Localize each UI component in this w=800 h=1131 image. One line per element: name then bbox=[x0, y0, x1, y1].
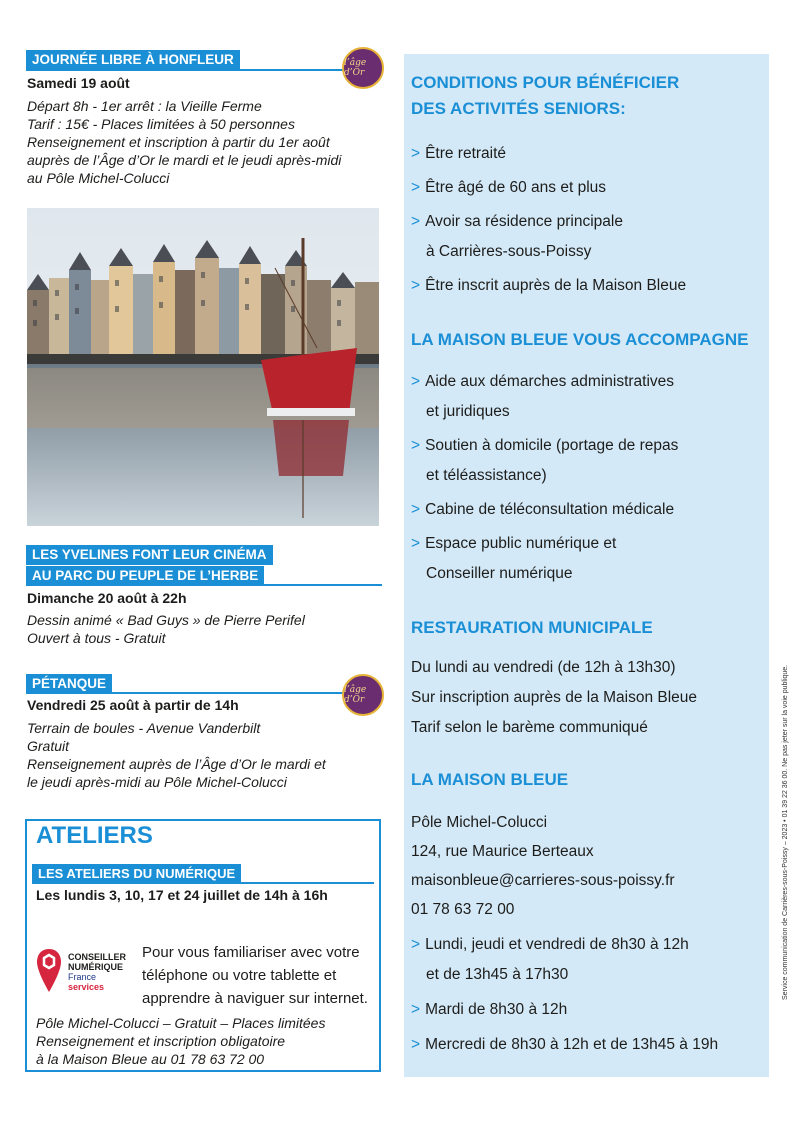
petanque-details: Terrain de boules - Avenue Vanderbilt Gratuit Renseignement auprès de l’Âge d’Or le mardi et le jeudi après-midi au Pôle Michel-Colucci bbox=[27, 720, 326, 790]
list-item: > Aide aux démarches administratives bbox=[411, 373, 675, 390]
ateliers-title: ATELIERS bbox=[36, 822, 153, 849]
conseiller-numerique-logo: CONSEILLER NUMÉRIQUE France services bbox=[36, 948, 136, 996]
chevron-right-icon: > bbox=[411, 373, 421, 390]
restauration-title: RESTAURATION MUNICIPALE bbox=[411, 618, 653, 637]
petanque-date: Vendredi 25 août à partir de 14h bbox=[27, 697, 239, 713]
ateliers-footer: Pôle Michel-Colucci – Gratuit – Places limitées Renseignement et inscription obligatoire à la Maison Bleue au 01 78 63 72 00 bbox=[36, 1015, 326, 1067]
conditions-list bbox=[411, 139, 686, 301]
cinema-rule bbox=[26, 584, 382, 586]
honfleur-date: Samedi 19 août bbox=[27, 75, 130, 91]
location-pin-icon bbox=[36, 948, 62, 994]
list-item: > Soutien à domicile (portage de repas bbox=[411, 437, 679, 454]
ateliers-rule bbox=[32, 882, 374, 884]
cinema-header-line1: LES YVELINES FONT LEUR CINÉMA bbox=[26, 545, 273, 565]
side-credit-note: Service communication de Carrières-sous-Poissy – 2023 • 01 39 22 36 00. Ne pas jeter sur la voie publique. bbox=[782, 664, 789, 1000]
list-item-continuation: et de 13h45 à 17h30 bbox=[426, 966, 569, 983]
list-item: > Avoir sa résidence principale bbox=[411, 213, 623, 230]
chevron-right-icon: > bbox=[411, 437, 421, 454]
list-item: > Être âgé de 60 ans et plus bbox=[411, 179, 607, 196]
petanque-rule bbox=[26, 692, 351, 694]
accompagne-list bbox=[411, 367, 678, 589]
list-item: > Espace public numérique et bbox=[411, 535, 617, 552]
maison-contact: Pôle Michel-Colucci 124, rue Maurice Berteaux maisonbleue@carrieres-sous-poissy.fr 01 78 63 72 00 bbox=[411, 814, 675, 918]
honfleur-harbour-photo bbox=[27, 208, 379, 526]
honfleur-rule bbox=[26, 69, 351, 71]
age-dor-logo: l’âge d’Or bbox=[342, 674, 384, 716]
maison-title: LA MAISON BLEUE bbox=[411, 770, 569, 789]
honfleur-details: Départ 8h - 1er arrêt : la Vieille Ferme Tarif : 15€ - Places limitées à 50 personnes Renseignement et inscription à partir du 1er août auprès de l’Âge d’Or le mardi et le jeudi après-midi au Pôle Michel-Colucci bbox=[27, 98, 342, 186]
list-item-continuation: et téléassistance) bbox=[426, 467, 547, 484]
petanque-header: PÉTANQUE bbox=[26, 674, 112, 694]
chevron-right-icon: > bbox=[411, 213, 421, 230]
list-item-continuation: à Carrières-sous-Poissy bbox=[426, 243, 592, 260]
age-dor-logo: l’âge d’Or bbox=[342, 47, 384, 89]
chevron-right-icon: > bbox=[411, 535, 421, 552]
chevron-right-icon: > bbox=[411, 1036, 421, 1053]
list-item: > Lundi, jeudi et vendredi de 8h30 à 12h bbox=[411, 936, 689, 953]
chevron-right-icon: > bbox=[411, 179, 421, 196]
list-item: > Être retraité bbox=[411, 145, 507, 162]
list-item: > Cabine de téléconsultation médicale bbox=[411, 501, 675, 518]
list-item: > Être inscrit auprès de la Maison Bleue bbox=[411, 277, 687, 294]
accompagne-title: LA MAISON BLEUE VOUS ACCOMPAGNE bbox=[411, 330, 749, 349]
chevron-right-icon: > bbox=[411, 501, 421, 518]
list-item: > Mercredi de 8h30 à 12h et de 13h45 à 19h bbox=[411, 1036, 719, 1053]
cinema-details: Dessin animé « Bad Guys » de Pierre Perifel Ouvert à tous - Gratuit bbox=[27, 612, 305, 646]
cinema-date: Dimanche 20 août à 22h bbox=[27, 590, 187, 606]
ateliers-date: Les lundis 3, 10, 17 et 24 juillet de 14h à 16h bbox=[36, 887, 328, 903]
chevron-right-icon: > bbox=[411, 1001, 421, 1018]
list-item-continuation: Conseiller numérique bbox=[426, 565, 573, 582]
honfleur-header: JOURNÉE LIBRE À HONFLEUR bbox=[26, 50, 240, 70]
chevron-right-icon: > bbox=[411, 145, 421, 162]
list-item-continuation: et juridiques bbox=[426, 403, 510, 420]
ateliers-subheader: LES ATELIERS DU NUMÉRIQUE bbox=[32, 864, 241, 884]
maison-hours bbox=[411, 930, 718, 1060]
chevron-right-icon: > bbox=[411, 936, 421, 953]
list-item: > Mardi de 8h30 à 12h bbox=[411, 1001, 568, 1018]
chevron-right-icon: > bbox=[411, 277, 421, 294]
ateliers-description: Pour vous familiariser avec votre téléphone ou votre tablette et apprendre à naviguer sur internet. bbox=[142, 944, 368, 1007]
restauration-details: Du lundi au vendredi (de 12h à 13h30) Sur inscription auprès de la Maison Bleue Tarif selon le barème communiqué bbox=[411, 659, 698, 736]
cinema-header-line2: AU PARC DU PEUPLE DE L’HERBE bbox=[26, 566, 264, 586]
conditions-title: CONDITIONS POUR BÉNÉFICIER DES ACTIVITÉS SENIORS: bbox=[411, 73, 680, 118]
